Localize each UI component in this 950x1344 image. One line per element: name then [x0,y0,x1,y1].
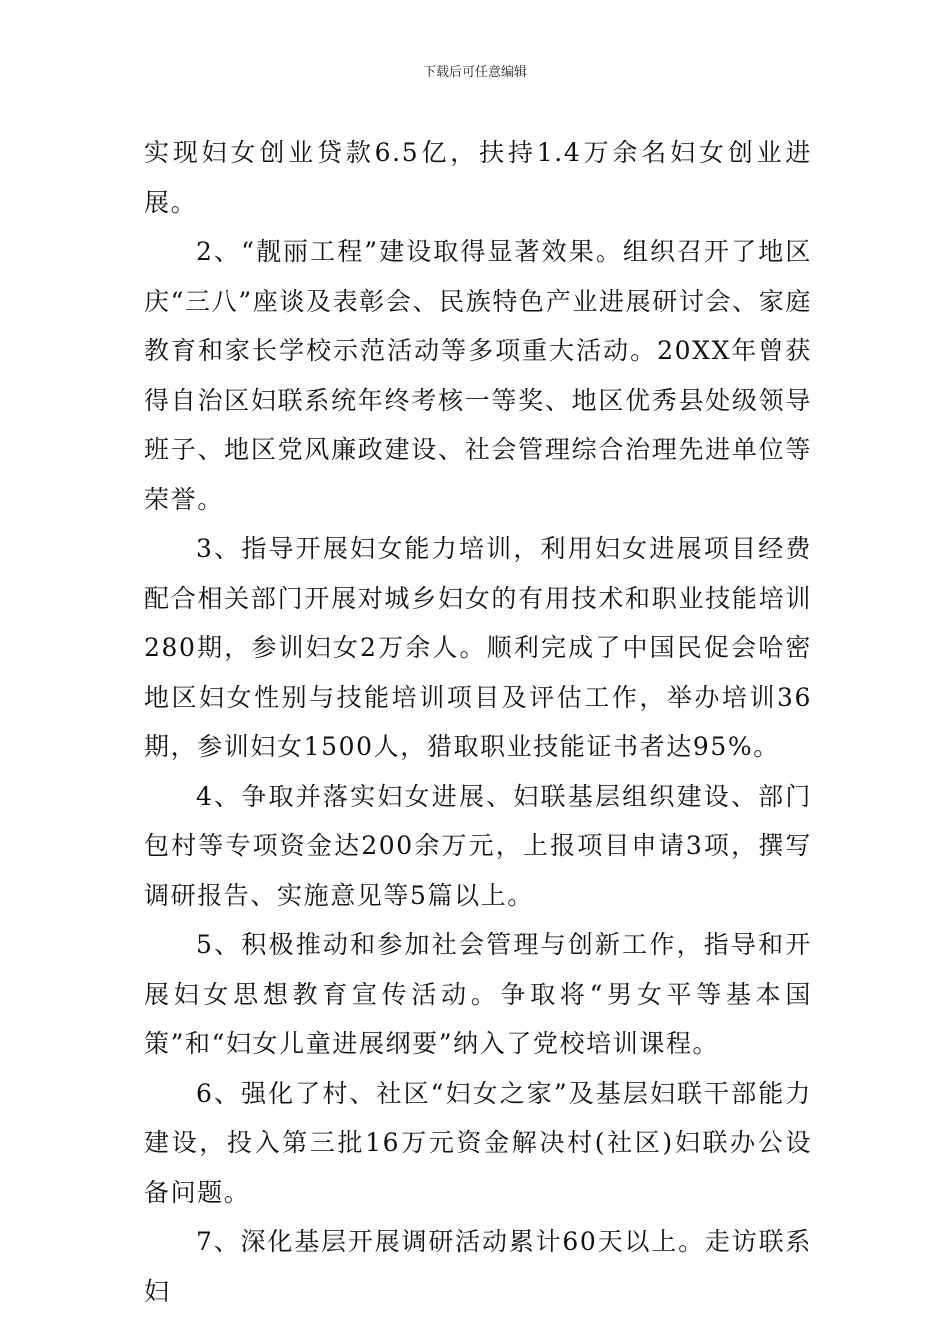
document-body [144,128,812,1316]
paragraph-6: 6、强化了村、社区“妇女之家”及基层妇联干部能力建设，投入第三批16万元资金解决村(社区)妇联办公设备问题。 [144,1078,812,1207]
paragraph-5: 5、积极推动和参加社会管理与创新工作，指导和开展妇女思想教育宣传活动。争取将“男女平等基本国策”和“妇女儿童进展纲要”纳入了党校培训课程。 [144,930,812,1058]
paragraph-4: 4、争取并落实妇女进展、妇联基层组织建设、部门包村等专项资金达200余万元，上报项目申请3项，撰写调研报告、实施意见等5篇以上。 [144,781,812,910]
paragraph-1: 实现妇女创业贷款6.5亿，扶持1.4万余名妇女创业进展。 [144,138,812,217]
page-header-note: 下载后可任意编辑 [422,65,527,80]
paragraph-2: 2、“靓丽工程”建设取得显著效果。组织召开了地区庆“三八”座谈及表彰会、民族特色产业进展研讨会、家庭教育和家长学校示范活动等多项重大活动。20XX年曾获得自治区妇联系统年终考核一等奖、地区优秀县处级领导班子、地区党风廉政建设、社会管理综合治理先进单位等荣誉。 [144,237,812,514]
paragraph-7: 7、深化基层开展调研活动累计60天以上。走访联系妇 [144,1227,812,1306]
paragraph-3: 3、指导开展妇女能力培训，利用妇女进展项目经费配合相关部门开展对城乡妇女的有用技术和职业技能培训280期，参训妇女2万余人。顺利完成了中国民促会哈密地区妇女性别与技能培训项目及评估工作，举办培训36期，参训妇女1500人，猎取职业技能证书者达95%。 [144,534,812,761]
